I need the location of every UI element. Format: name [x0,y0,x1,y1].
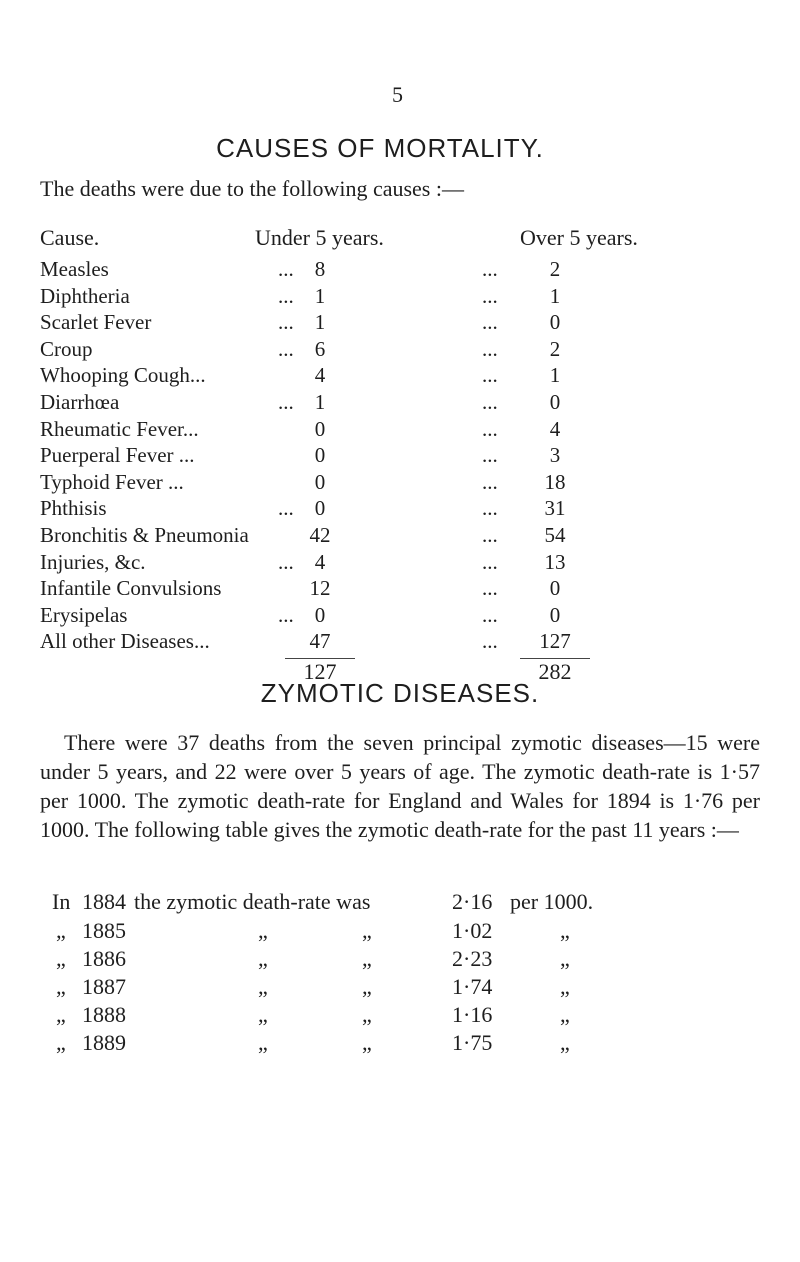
leader-dots: ... [482,469,498,494]
rate-suffix: per 1000. [510,889,594,914]
under-5-value: 42 [309,523,331,547]
over-5-value: 13 [544,549,566,574]
header-over-5: Over 5 years. [520,225,638,250]
ditto-mark: „ [560,918,570,943]
leader-dots: ... [278,310,294,335]
over-5-value: 1 [549,363,561,388]
leader-dots: ... [482,549,498,574]
under-total: 127 [303,659,337,684]
header-under-5: Under 5 years. [255,225,384,250]
cause-cell: Typhoid Fever ... [40,469,184,494]
rate-value: 1·02 [452,918,493,943]
cause-cell: Diarrhœa [40,390,120,414]
rate-row [0,1002,800,1032]
under-5-value: 0 [314,443,326,468]
under-5-value: 1 [314,283,326,308]
table-row [0,496,800,526]
table-row [0,603,800,633]
over-total: 282 [538,659,572,684]
under-5-value: 4 [314,363,326,388]
leader-dots: ... [482,443,498,468]
rate-value: 1·75 [452,1030,493,1055]
table-row [0,417,800,447]
leader-dots: ... [482,336,498,361]
rate-value: 1·16 [452,1002,493,1027]
leader-dots: ... [482,496,498,521]
table-row [0,337,800,367]
under-5-value: 1 [314,310,326,335]
rate-value: 1·74 [452,974,493,999]
leader-dots: ... [482,416,498,441]
leader-dots: ... [482,576,498,601]
cause-cell: Measles [40,257,109,281]
ditto-mark: „ [56,1030,66,1055]
under-5-value: 12 [309,576,331,601]
over-5-value: 2 [549,336,561,361]
over-5-value: 18 [544,469,566,494]
over-5-value: 0 [549,576,561,601]
ditto-mark: „ [362,1030,372,1055]
ditto-mark: „ [258,918,268,943]
leader-dots: ... [482,363,498,388]
under-5-value: 1 [314,390,326,414]
leader-dots: ... [482,310,498,335]
ditto-mark: „ [362,918,372,943]
rate-row [0,918,800,948]
table-row [0,629,800,659]
leader-dots: ... [482,283,498,308]
ditto-mark: „ [56,918,66,943]
leader-dots: ... [482,390,498,414]
cause-cell: Injuries, &c. [40,549,146,574]
cause-cell: Puerperal Fever ... [40,443,195,468]
table-row [0,550,800,580]
over-5-value: 127 [539,629,571,654]
leader-dots: ... [278,390,294,414]
page-number: 5 [392,82,403,107]
rate-text: the zymotic death-rate was [134,889,371,914]
over-5-value: 4 [549,416,561,441]
leader-dots: ... [278,257,294,281]
page-title: CAUSES OF MORTALITY. [216,133,544,163]
table-row [0,310,800,340]
over-5-value: 2 [549,257,561,281]
under-5-value: 0 [314,416,326,441]
ditto-mark: „ [560,1002,570,1027]
ditto-mark: „ [258,1030,268,1055]
over-5-value: 54 [544,523,566,547]
leader-dots: ... [278,336,294,361]
ditto-mark: „ [362,946,372,971]
cause-cell: Diphtheria [40,283,130,308]
rate-year: 1887 [82,974,126,999]
cause-cell: Whooping Cough... [40,363,206,388]
over-5-value: 0 [549,310,561,335]
rate-row [0,974,800,1004]
cause-cell: Scarlet Fever [40,310,152,335]
rate-value: 2·16 [452,889,493,914]
over-5-value: 1 [549,283,561,308]
rate-year: 1886 [82,946,126,971]
header-cause: Cause. [40,225,100,250]
under-5-value: 8 [314,257,326,281]
intro-text: The deaths were due to the following causes :— [40,176,464,201]
leader-dots: ... [278,549,294,574]
table-row [0,523,800,553]
cause-cell: Rheumatic Fever... [40,416,199,441]
table-row [0,390,800,420]
under-5-value: 0 [314,496,326,521]
under-5-value: 47 [309,629,331,654]
rate-year: 1884 [82,889,126,914]
table-row [0,576,800,606]
rate-row [0,1030,800,1060]
rate-year: 1888 [82,1002,126,1027]
leader-dots: ... [482,602,498,627]
under-5-value: 6 [314,336,326,361]
rate-year: 1889 [82,1030,126,1055]
rate-year: 1885 [82,918,126,943]
ditto-mark: „ [560,974,570,999]
under-5-value: 4 [314,549,326,574]
cause-cell: Infantile Convulsions [40,576,222,601]
ditto-mark: „ [56,946,66,971]
ditto-mark: „ [362,974,372,999]
ditto-mark: „ [560,1030,570,1055]
zymotic-paragraph [40,728,760,844]
over-5-value: 0 [549,602,561,627]
ditto-mark: „ [56,1002,66,1027]
over-5-value: 31 [544,496,566,521]
cause-cell: Bronchitis & Pneumonia [40,523,249,547]
rate-row [0,946,800,976]
cause-cell: Phthisis [40,496,107,521]
paragraph-text: There were 37 deaths from the seven principal zymotic diseases—15 were under 5 years, and 22 were over 5 years of age. The zymotic death-rate is 1·57 per 1000. The zymotic death-rate for England and Wales for 1894 is 1·76 per 1000. The following table gives the zymotic death-rate for the past 11 years :— [40,730,760,842]
table-row [0,257,800,287]
over-5-value: 0 [549,390,561,414]
rate-row-first [0,889,800,919]
under-5-value: 0 [314,602,326,627]
rate-prefix: In [52,889,71,914]
cause-cell: All other Diseases... [40,629,210,654]
section-title: ZYMOTIC DISEASES. [260,678,540,708]
cause-cell: Croup [40,336,93,361]
cause-cell: Erysipelas [40,602,128,627]
table-row [0,470,800,500]
ditto-mark: „ [258,1002,268,1027]
table-row [0,363,800,393]
under-5-value: 0 [314,469,326,494]
ditto-mark: „ [258,974,268,999]
ditto-mark: „ [258,946,268,971]
table-row [0,284,800,314]
leader-dots: ... [278,283,294,308]
leader-dots: ... [482,523,498,547]
leader-dots: ... [482,257,498,281]
ditto-mark: „ [560,946,570,971]
ditto-mark: „ [362,1002,372,1027]
ditto-mark: „ [56,974,66,999]
rate-value: 2·23 [452,946,493,971]
table-row [0,443,800,473]
leader-dots: ... [278,602,294,627]
leader-dots: ... [482,629,498,654]
leader-dots: ... [278,496,294,521]
over-5-value: 3 [549,443,561,468]
